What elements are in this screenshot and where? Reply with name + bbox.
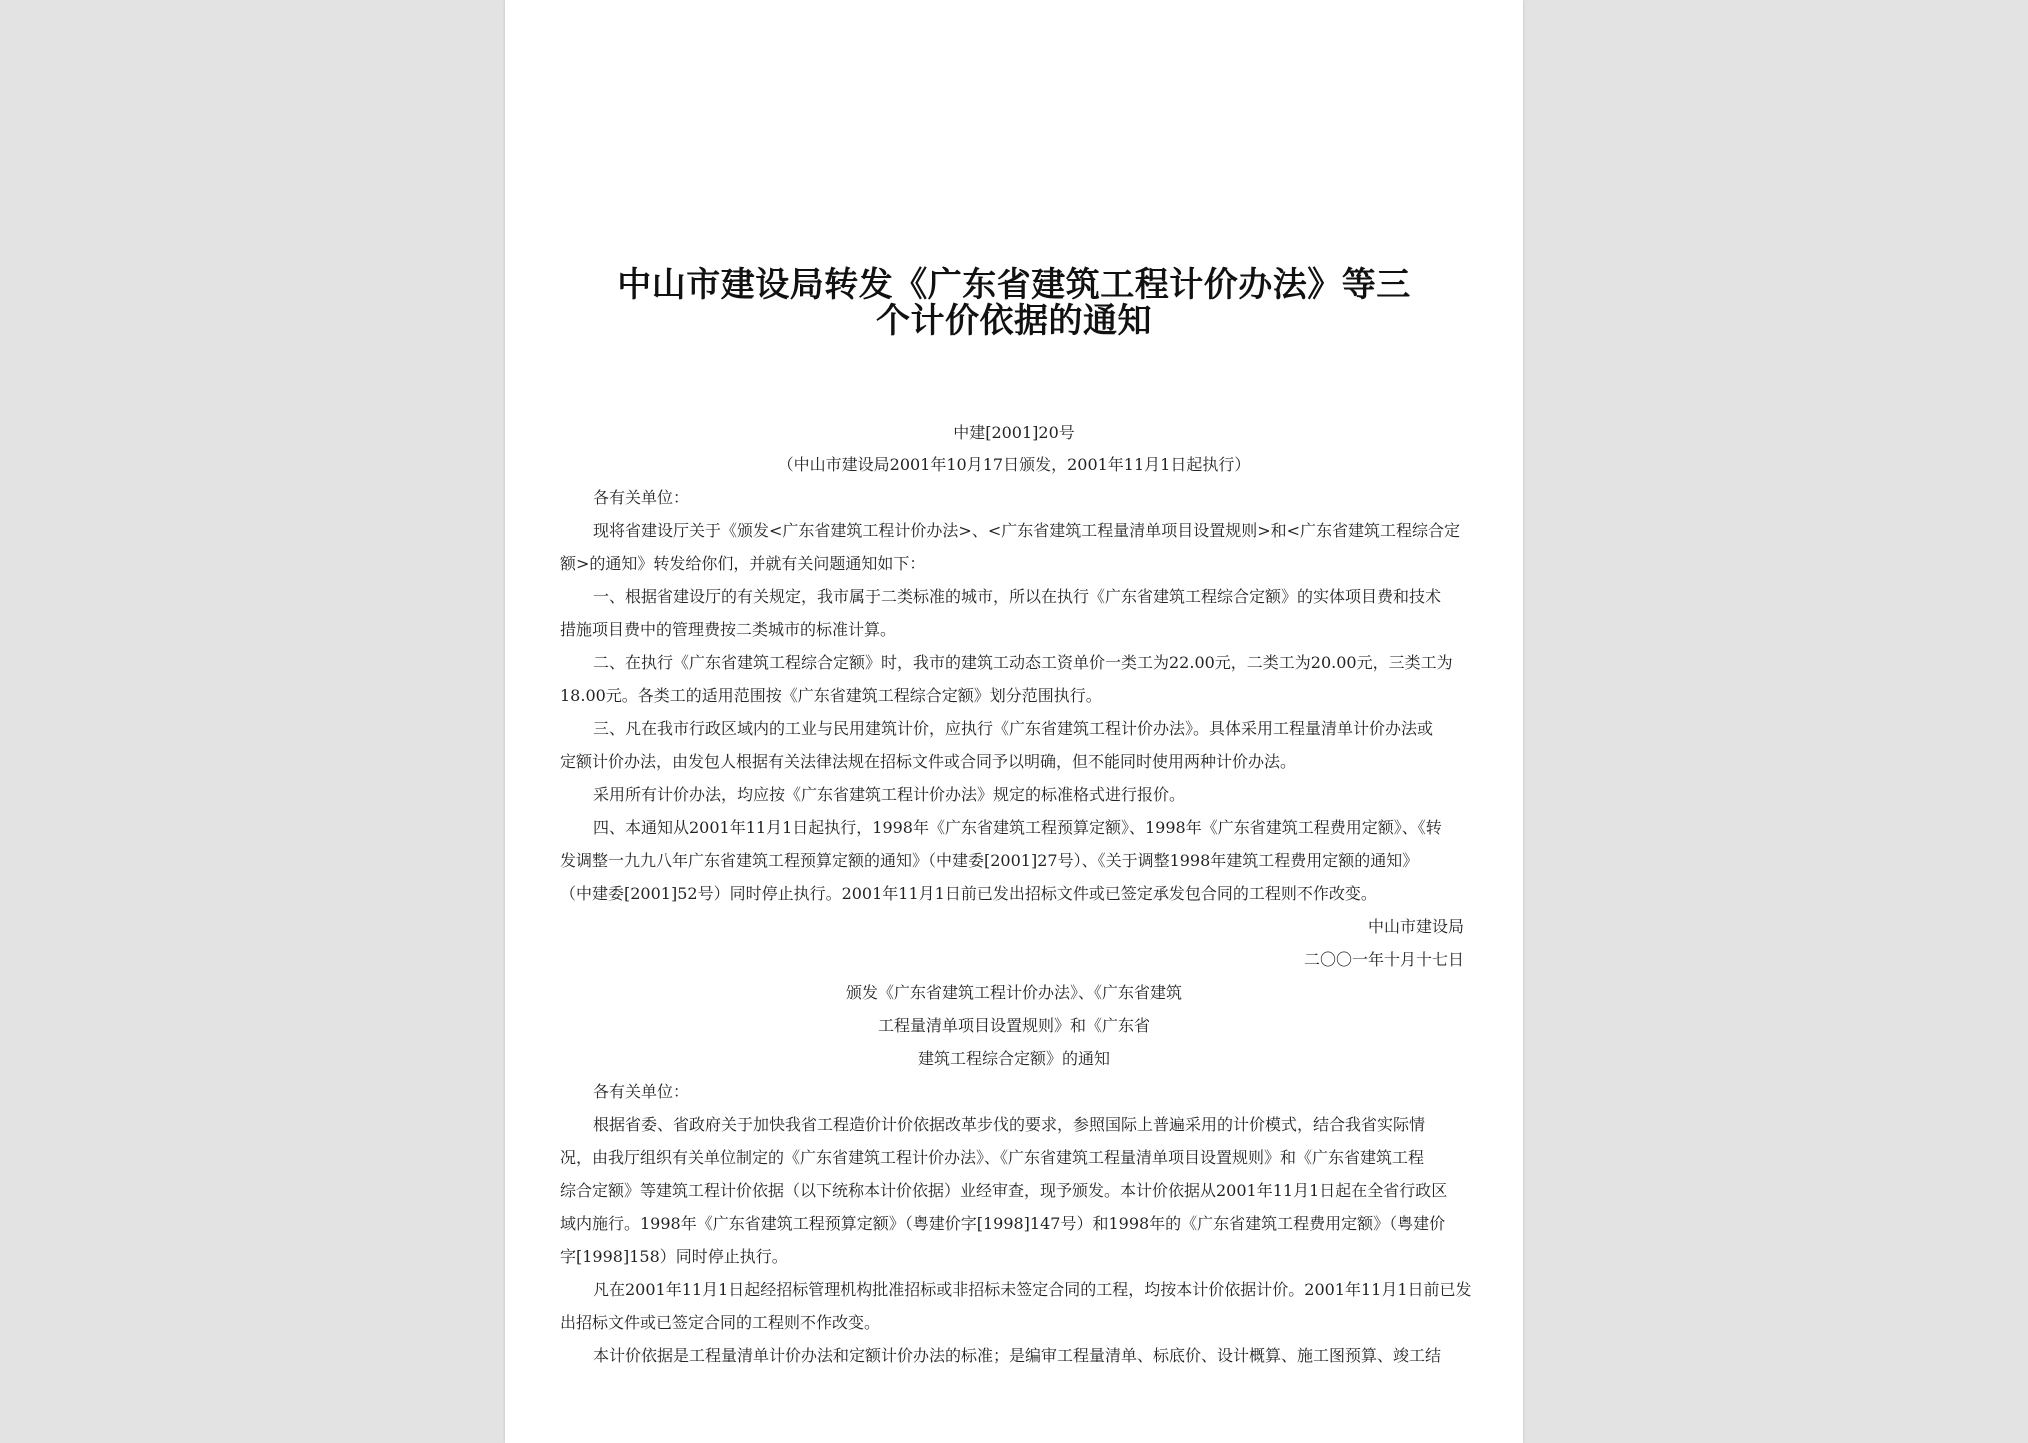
document-title-line-2: 个计价依据的通知 <box>876 301 1152 341</box>
paragraph-line: 字[1998]158）同时停止执行。 <box>560 1247 788 1266</box>
paragraph-line: 四、本通知从2001年11月1日起执行，1998年《广东省建筑工程预算定额》、1998年《广东省建筑工程费用定额》、《转 <box>593 818 1442 837</box>
paragraph-line: 凡在2001年11月1日起经招标管理机构批准招标或非招标未签定合同的工程，均按本计价依据计价。2001年11月1日前已发 <box>593 1280 1472 1299</box>
paragraph-line: 本计价依据是工程量清单计价办法和定额计价办法的标准；是编审工程量清单、标底价、设计概算、施工图预算、竣工结 <box>593 1346 1442 1365</box>
paragraph-line: 一、根据省建设厅的有关规定，我市属于二类标准的城市，所以在执行《广东省建筑工程综合定额》的实体项目费和技术 <box>593 587 1442 606</box>
paragraph-line: 定额计价办法，由发包人根据有关法律法规在招标文件或合同予以明确，但不能同时使用两种计价办法。 <box>560 752 1297 771</box>
paragraph-line: 18.00元。各类工的适用范围按《广东省建筑工程综合定额》划分范围执行。 <box>560 686 1102 705</box>
subtitle-line-2: 工程量清单项目设置规则》和《广东省 <box>877 1016 1150 1035</box>
subtitle-line-1: 颁发《广东省建筑工程计价办法》、《广东省建筑 <box>845 983 1182 1002</box>
paragraph-line: 况，由我厅组织有关单位制定的《广东省建筑工程计价办法》、《广东省建筑工程量清单项目设置规则》和《广东省建筑工程 <box>560 1148 1425 1167</box>
paragraph-line: 三、凡在我市行政区域内的工业与民用建筑计价，应执行《广东省建筑工程计价办法》。具体采用工程量清单计价办法或 <box>593 719 1434 738</box>
paragraph-line: 采用所有计价办法，均应按《广东省建筑工程计价办法》规定的标准格式进行报价。 <box>593 785 1186 804</box>
paragraph-line: 额>的通知》转发给你们，并就有关问题通知如下： <box>560 554 926 573</box>
paragraph-line: （中建委[2001]52号）同时停止执行。2001年11月1日前已发出招标文件或已签定承发包合同的工程则不作改变。 <box>560 884 1377 903</box>
paragraph-line: 域内施行。1998年《广东省建筑工程预算定额》（粤建价字[1998]147号）和1998年的《广东省建筑工程费用定额》（粤建价 <box>560 1214 1446 1233</box>
salutation: 各有关单位： <box>593 1082 690 1101</box>
document-title-line-1: 中山市建设局转发《广东省建筑工程计价办法》等三 <box>617 265 1411 305</box>
salutation: 各有关单位： <box>593 488 690 507</box>
paragraph-line: 发调整一九九八年广东省建筑工程预算定额的通知》（中建委[2001]27号）、《关于调整1998年建筑工程费用定额的通知》 <box>560 851 1419 870</box>
paragraph-line: 措施项目费中的管理费按二类城市的标准计算。 <box>560 620 897 639</box>
paragraph-line: 综合定额》等建筑工程计价依据（以下统称本计价依据）业经审查，现予颁发。本计价依据从2001年11月1日起在全省行政区 <box>560 1181 1448 1200</box>
issue-note: （中山市建设局2001年10月17日颁发，2001年11月1日起执行） <box>777 455 1251 474</box>
document-page <box>505 0 1523 1443</box>
paragraph-line: 根据省委、省政府关于加快我省工程造价计价依据改革步伐的要求，参照国际上普遍采用的计价模式，结合我省实际情 <box>593 1115 1426 1134</box>
signature-org: 中山市建设局 <box>1367 917 1464 936</box>
paragraph-line: 二、在执行《广东省建筑工程综合定额》时，我市的建筑工动态工资单价一类工为22.00元，二类工为20.00元，三类工为 <box>593 653 1453 672</box>
signature-date: 二〇〇一年十月十七日 <box>1303 950 1464 969</box>
paragraph-line: 出招标文件或已签定合同的工程则不作改变。 <box>560 1313 881 1332</box>
paragraph-line: 现将省建设厅关于《颁发<广东省建筑工程计价办法>、<广东省建筑工程量清单项目设置规则>和<广东省建筑工程综合定 <box>593 521 1461 540</box>
document-number: 中建[2001]20号 <box>953 423 1075 442</box>
subtitle-line-3: 建筑工程综合定额》的通知 <box>917 1049 1110 1068</box>
